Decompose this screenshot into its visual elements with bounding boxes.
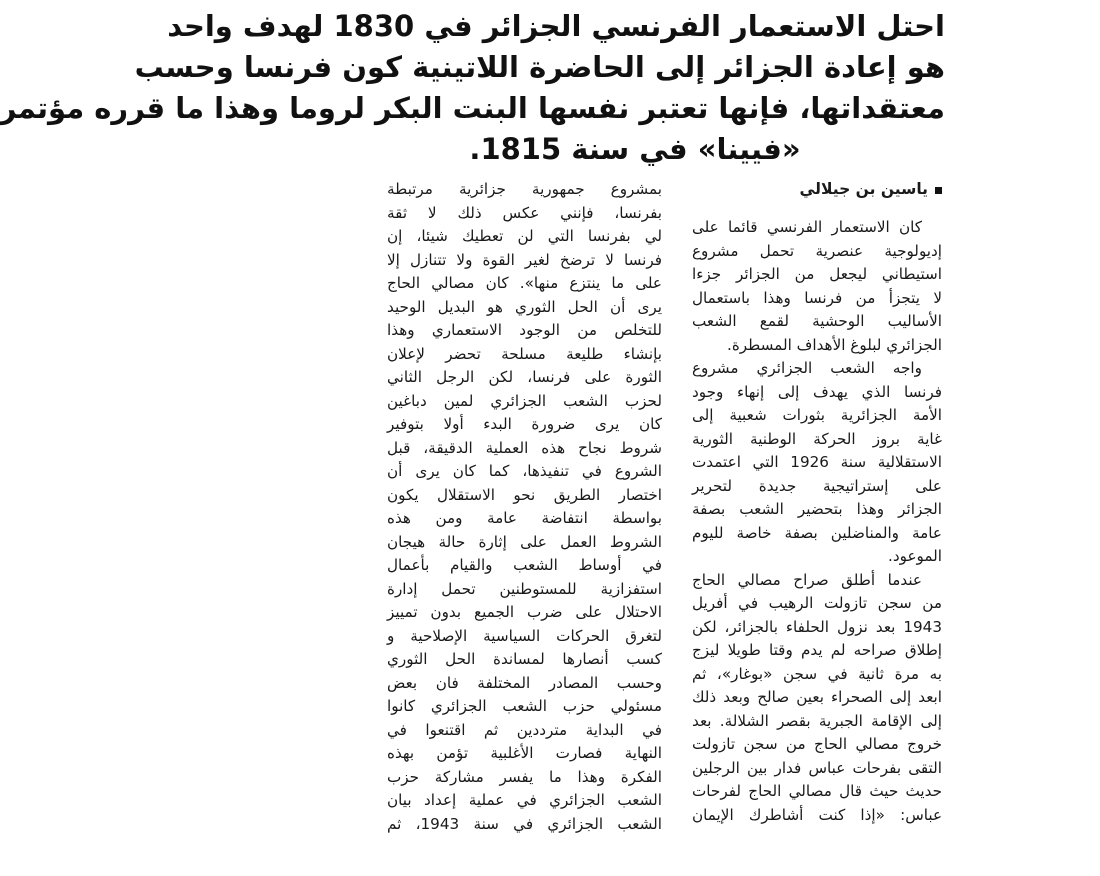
text-line: كان الاستعمار الفرنسي قائما على — [692, 218, 922, 236]
text-line: الجزائري لبلوغ الأهداف المسطرة. — [727, 335, 942, 354]
text-line: إلى الإقامة الجبرية بقصر الشلالة. بعد — [692, 711, 942, 730]
text-line: واجه الشعب الجزائري مشروع — [692, 359, 922, 377]
headline-line: هو إعادة الجزائر إلى الحاضرة اللاتينية كون فرنسا وحسب — [134, 50, 945, 84]
text-line: لا يتجزأ من فرنسا وهذا باستعمال — [692, 288, 942, 307]
text-line: 1943 بعد نزول الحلفاء بالجزائر، لكن — [692, 617, 942, 636]
text-line: الفكرة وهذا ما يفسر مشاركة حزب — [387, 767, 662, 786]
paragraph — [692, 569, 942, 828]
paragraph — [692, 216, 942, 357]
article-column-right — [692, 178, 942, 827]
text-line: فرنسا لا ترضخ لغير القوة ولا تتنازل إلا — [387, 250, 662, 269]
text-line: الموعود. — [888, 547, 942, 565]
text-line: استفزازية للمستوطنين تحمل إدارة — [387, 579, 662, 598]
text-line: به مرة ثانية في سجن «بوغار»، ثم — [692, 664, 942, 683]
text-line: النهاية فصارت الأغلبية تؤمن بهذه — [387, 744, 662, 762]
text-line: بفرنسا، فإنني عكس ذلك لا ثقة — [387, 203, 662, 222]
text-line: عندما أطلق صراح مصالي الحاج — [692, 570, 922, 589]
text-line: عباس: «إذا كنت أشاطرك الإيمان — [692, 805, 942, 824]
text-line: الثورة على فرنسا، لكن الرجل الثاني — [387, 368, 662, 386]
text-line: لي بفرنسا التي لن تعطيك شيئا، إن — [387, 227, 662, 245]
text-line: من سجن تازولت الرهيب في أفريل — [692, 594, 942, 612]
text-line: ابعد إلى الصحراء بعين صالح وبعد ذلك — [692, 688, 942, 706]
headline-line: معتقداتها، فإنها تعتبر نفسها البنت البكر لروما وهذا ما قرره مؤتمر — [0, 91, 945, 125]
text-line: استيطاني ليجعل من الجزائر جزءا — [692, 265, 942, 283]
text-line: اختصار الطريق نحو الاستقلال يكون — [387, 485, 662, 504]
text-line: التقى بفرحات عباس فدار بين الرجلين — [692, 758, 942, 777]
text-line: لحزب الشعب الجزائري لمين دباغين — [387, 391, 662, 410]
text-line: بمشروع جمهورية جزائرية مرتبطة — [387, 180, 662, 198]
headline-line: «فيينا» في سنة 1815. — [469, 132, 801, 166]
text-line: كسب أنصارها لمساندة الحل الثوري — [387, 650, 662, 668]
author-name: ياسين بن جيلالي — [799, 180, 928, 199]
text-line: كان يرى ضرورة البدء أولا بتوفير — [387, 415, 662, 433]
text-line: مسئولي حزب الشعب الجزائري كانوا — [387, 697, 662, 715]
text-line: على إستراتيجية جديدة لتحرير — [692, 476, 942, 495]
headline — [0, 6, 945, 170]
text-line: فرنسا الذي يهدف إلى إنهاء وجود — [692, 382, 942, 401]
text-line: غاية بروز الحركة الوطنية الثورية — [692, 429, 942, 448]
text-line: بواسطة انتفاضة عامة ومن هذه — [387, 509, 662, 527]
article-column-left — [387, 178, 662, 836]
text-line: على ما ينتزع منها». كان مصالي الحاج — [387, 274, 662, 292]
text-line: الاستقلالية سنة 1926 التي اعتمدت — [692, 453, 942, 471]
byline-square-icon — [935, 187, 942, 194]
text-line: في أوساط الشعب والقيام بأعمال — [387, 556, 662, 574]
text-line: الشعب الجزائري في سنة 1943، ثم — [387, 814, 662, 833]
headline-line: احتل الاستعمار الفرنسي الجزائر في 1830 لهدف واحد — [167, 9, 945, 43]
text-line: عامة والمناضلين بصفة خاصة لليوم — [692, 523, 942, 542]
text-line: الأمة الجزائرية بثورات شعبية إلى — [692, 406, 942, 424]
text-line: وحسب المصادر المختلفة فان بعض — [387, 673, 662, 692]
paragraph — [387, 178, 662, 836]
text-line: لتغرق الحركات السياسية الإصلاحية و — [387, 626, 662, 645]
text-line: بإنشاء طليعة مسلحة تحضر لإعلان — [387, 344, 662, 363]
text-line: الشروط العمل على إثارة حالة هيجان — [387, 532, 662, 551]
paragraph — [692, 357, 942, 569]
text-line: الشعب الجزائري في عملية إعداد بيان — [387, 791, 662, 809]
text-line: الاحتلال على ضرب الجميع بدون تمييز — [387, 603, 662, 621]
text-line: الأساليب الوحشية لقمع الشعب — [692, 312, 942, 330]
text-line: في البداية مترددين ثم اقتنعوا في — [387, 720, 662, 739]
text-line: الجزائر وهذا بتحضير الشعب بصفة — [692, 500, 942, 518]
text-line: إطلاق صراحه لم يدم وقتا طويلا ليزج — [692, 641, 942, 659]
text-line: الشروع في تنفيذها، كما كان يرى أن — [387, 462, 662, 480]
text-line: شروط نجاح هذه العملية الدقيقة، قبل — [387, 438, 662, 457]
text-line: يرى أن الحل الثوري هو البديل الوحيد — [387, 297, 662, 316]
text-line: إديولوجية عنصرية تحمل مشروع — [692, 241, 942, 260]
text-line: حديث حيث قال مصالي الحاج لفرحات — [692, 782, 942, 800]
byline — [692, 178, 942, 202]
text-line: خروج مصالي الحاج من سجن تازولت — [692, 735, 942, 753]
text-line: للتخلص من الوجود الاستعماري وهذا — [387, 321, 662, 339]
